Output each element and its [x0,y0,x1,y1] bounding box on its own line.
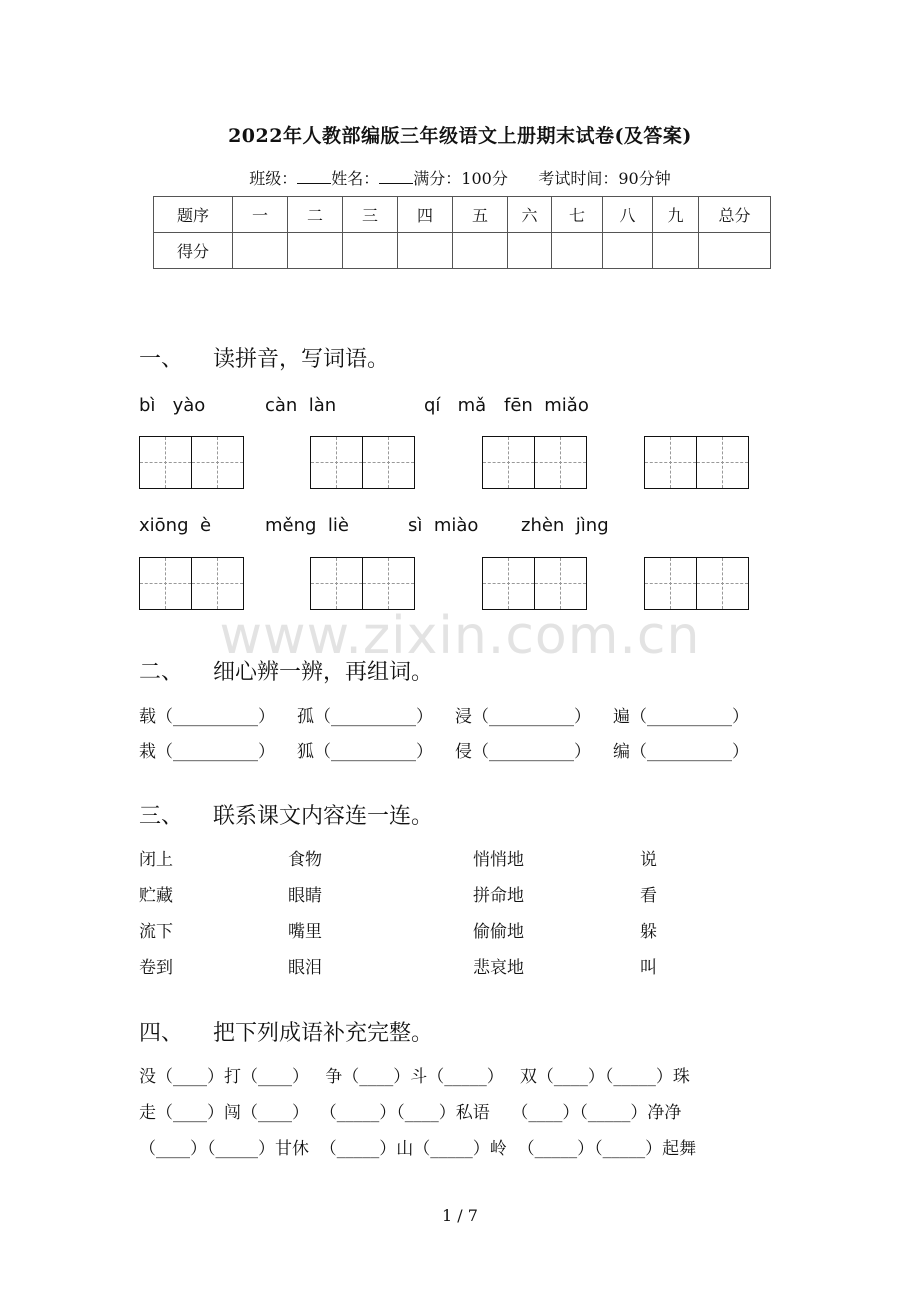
match-item[interactable]: 躲 [640,922,657,942]
score-header-cell: 五 [453,197,508,233]
name-blank [379,169,413,184]
score-cell[interactable] [233,233,288,269]
score-cell[interactable] [288,233,343,269]
writing-grid[interactable] [139,436,244,489]
match-item[interactable]: 眼睛 [288,886,322,906]
score-cell[interactable] [453,233,508,269]
class-blank [297,169,331,184]
score-table [153,196,771,269]
score-header-cell: 总分 [699,197,771,233]
writing-grid[interactable] [644,436,749,489]
pinyin-1-2: càn làn [265,395,337,416]
pinyin-1-4: fēn miǎo [504,395,589,416]
match-item[interactable]: 流下 [139,922,173,942]
section-2-heading [139,655,433,686]
idiom-line[interactable]: 没（____）打（____） 争（____）斗（_____） 双（____）（_____）珠 [139,1067,690,1087]
section-2-title: 细心辨一辨，再组词。 [213,660,434,685]
score-header-cell: 九 [653,197,699,233]
match-item[interactable]: 贮藏 [139,886,173,906]
page-number: 1 / 7 [442,1206,478,1225]
score-cell[interactable] [343,233,398,269]
match-item[interactable]: 卷到 [139,958,173,978]
section-3-title: 联系课文内容连一连。 [213,804,434,829]
writing-grid[interactable] [644,557,749,610]
page-title: 2022年人教部编版三年级语文上册期末试卷(及答案) [228,125,692,147]
word-blank[interactable]: 狐（__________） [297,742,433,762]
score-header-cell: 一 [233,197,288,233]
word-blank[interactable]: 栽（__________） [139,742,275,762]
match-item[interactable]: 拼命地 [473,886,524,906]
pinyin-1-1: bì yào [139,395,206,416]
pinyin-2-3: sì miào [408,515,479,536]
score-cell[interactable] [508,233,552,269]
idiom-line[interactable]: （____）（_____）甘休 （_____）山（_____）岭 （_____）（_____）起舞 [139,1139,697,1159]
writing-grid[interactable] [310,557,415,610]
word-blank[interactable]: 孤（__________） [297,707,433,727]
pinyin-2-2: měng liè [265,515,349,536]
writing-grid[interactable] [482,436,587,489]
name-label: 姓名： [331,169,380,188]
word-blank[interactable]: 载（__________） [139,707,275,727]
match-item[interactable]: 看 [640,886,657,906]
score-header-cell: 题序 [154,197,233,233]
match-item[interactable]: 眼泪 [288,958,322,978]
match-item[interactable]: 悄悄地 [473,850,524,870]
word-blank[interactable]: 遍（__________） [613,707,749,727]
pinyin-1-3: qí mǎ [424,395,487,416]
section-4-heading [139,1016,433,1047]
idiom-line[interactable]: 走（____）闯（____） （_____）（____）私语 （____）（_____）净净 [139,1103,682,1123]
score-header-cell: 四 [398,197,453,233]
score-header-cell: 六 [508,197,552,233]
section-2-number: 二、 [139,660,184,685]
word-blank[interactable]: 浸（__________） [455,707,591,727]
watermark: www.zixin.com.cn [219,606,701,666]
match-item[interactable]: 闭上 [139,850,173,870]
section-4-title: 把下列成语补充完整。 [213,1021,434,1046]
section-1-number: 一、 [139,347,184,372]
exam-time: 考试时间：90分钟 [538,169,671,188]
score-cell[interactable] [699,233,771,269]
score-table-score-row [154,233,771,269]
score-header-cell: 七 [552,197,603,233]
match-item[interactable]: 食物 [288,850,322,870]
score-row-label: 得分 [154,233,233,269]
section-3-number: 三、 [139,804,184,829]
section-4-number: 四、 [139,1021,184,1046]
score-table-header-row [154,197,771,233]
writing-grid[interactable] [139,557,244,610]
word-blank[interactable]: 侵（__________） [455,742,591,762]
section-1-title: 读拼音，写词语。 [213,347,390,372]
pinyin-2-1: xiōng è [139,515,212,536]
score-header-cell: 八 [603,197,653,233]
score-cell[interactable] [552,233,603,269]
match-item[interactable]: 叫 [640,958,657,978]
section-3-heading [139,799,433,830]
score-header-cell: 三 [343,197,398,233]
writing-grid[interactable] [310,436,415,489]
score-cell[interactable] [603,233,653,269]
pinyin-2-4: zhèn jìng [521,515,609,536]
match-item[interactable]: 嘴里 [288,922,322,942]
score-header-cell: 二 [288,197,343,233]
section-1-heading [139,342,389,373]
score-cell[interactable] [398,233,453,269]
class-label: 班级： [249,169,298,188]
match-item[interactable]: 悲哀地 [473,958,524,978]
word-blank[interactable]: 编（__________） [613,742,749,762]
writing-grid[interactable] [482,557,587,610]
exam-info-line [0,166,920,189]
match-item[interactable]: 偷偷地 [473,922,524,942]
full-score: 满分：100分 [413,169,508,188]
match-item[interactable]: 说 [640,850,657,870]
score-cell[interactable] [653,233,699,269]
